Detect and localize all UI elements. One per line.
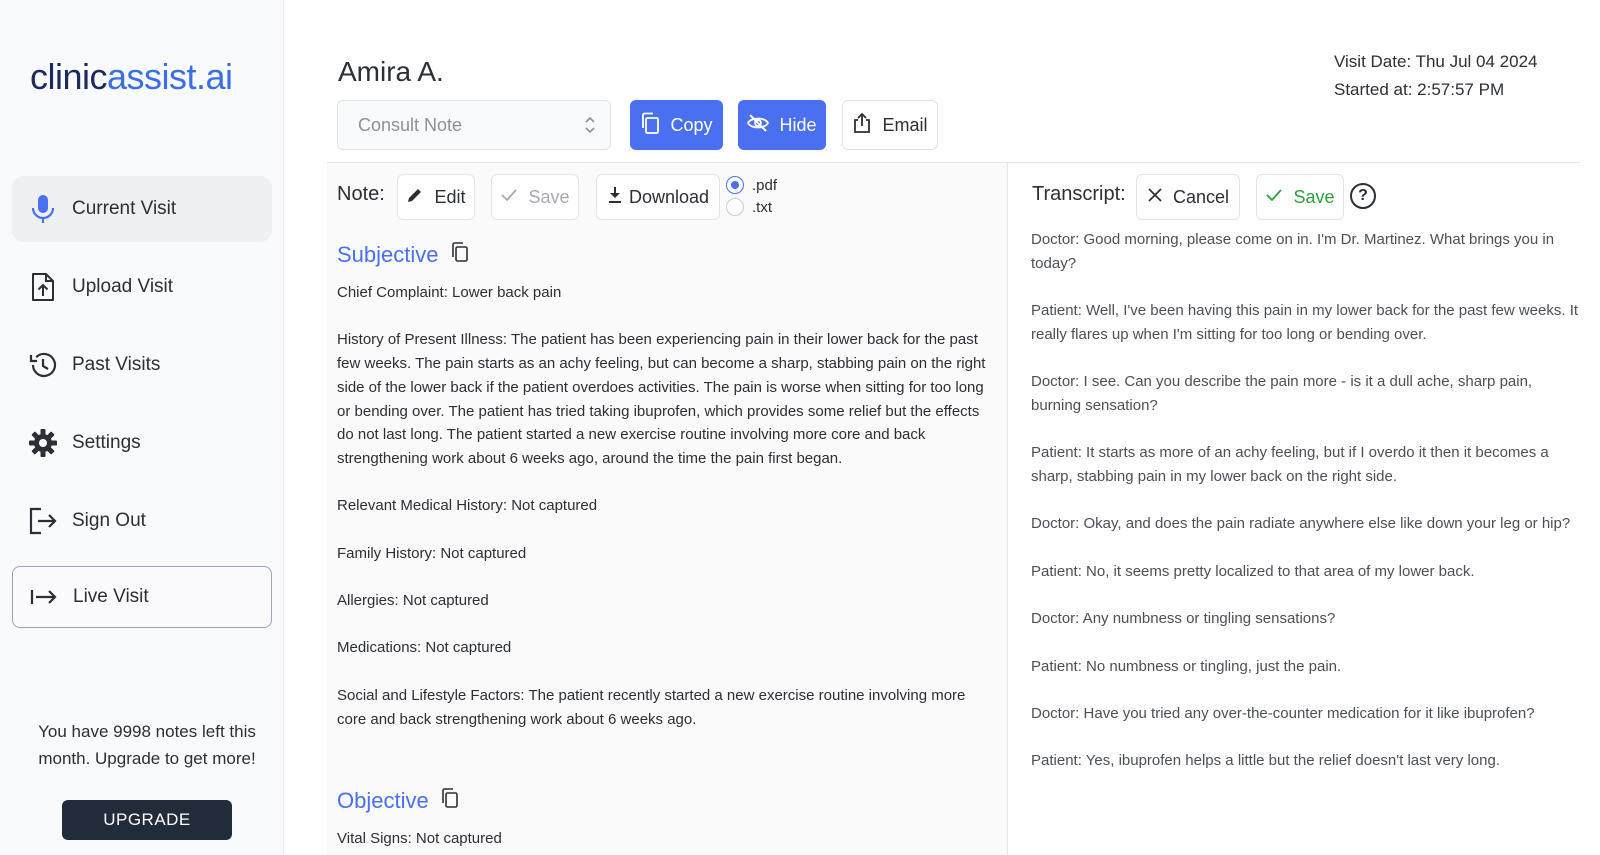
sidebar-item-live-visit[interactable] xyxy=(12,566,272,628)
format-option-txt[interactable] xyxy=(726,198,772,216)
copy-section-icon[interactable] xyxy=(441,788,459,814)
sidebar-item-label: Settings xyxy=(72,432,141,453)
visit-info xyxy=(1334,48,1538,104)
note-paragraph: Social and Lifestyle Factors: The patient recently started a new exercise routine involving more core and back strengthening work about 6 weeks ago. xyxy=(337,686,966,728)
transcript-line: Doctor: Any numbness or tingling sensations? xyxy=(1031,610,1336,628)
close-icon xyxy=(1147,187,1163,208)
sidebar-item-label: Upload Visit xyxy=(72,276,174,297)
transcript-label: Transcript: xyxy=(1032,183,1126,205)
hide-label: Hide xyxy=(779,114,817,135)
note-paragraph: Medications: Not captured xyxy=(337,639,512,657)
note-type-select[interactable] xyxy=(337,100,611,150)
transcript-line: Doctor: Have you tried any over-the-counter medication for it like ibuprofen? xyxy=(1031,704,1535,722)
sidebar-item-label: Live Visit xyxy=(73,586,149,607)
subjective-content xyxy=(337,281,987,755)
edit-note-button[interactable] xyxy=(397,174,475,220)
section-title-subjective xyxy=(337,242,469,268)
gear-icon xyxy=(28,428,58,458)
copy-icon xyxy=(640,112,660,139)
check-icon xyxy=(1265,187,1283,208)
sidebar xyxy=(0,0,284,855)
save-label: Save xyxy=(528,186,570,207)
cancel-label: Cancel xyxy=(1172,186,1230,207)
note-label: Note: xyxy=(337,183,385,205)
sidebar-item-label: Past Visits xyxy=(72,354,161,375)
eye-off-icon xyxy=(747,113,769,138)
email-button[interactable] xyxy=(842,100,938,150)
copy-label: Copy xyxy=(670,114,713,135)
email-label: Email xyxy=(882,114,928,135)
section-title-objective xyxy=(337,788,459,814)
note-paragraph: Vital Signs: Not captured xyxy=(337,830,502,847)
radio-pdf[interactable] xyxy=(726,176,744,194)
visit-start-time: Started at: 2:57:57 PM xyxy=(1334,80,1505,99)
help-icon[interactable]: ? xyxy=(1350,183,1376,209)
sidebar-item-label: Current Visit xyxy=(72,198,177,219)
note-paragraph: Relevant Medical History: Not captured xyxy=(337,497,598,515)
download-label: Download xyxy=(628,186,710,207)
save-transcript-button[interactable] xyxy=(1256,174,1344,220)
download-icon xyxy=(607,186,623,209)
history-icon xyxy=(28,350,58,380)
hide-button[interactable] xyxy=(738,100,826,150)
copy-button[interactable] xyxy=(630,100,723,150)
note-paragraph: History of Present Illness: The patient has been experiencing pain in their lower back for the past few weeks. The pain starts as an achy feeling, but can become a sharp, stabbing pain on the right side of the lower back if the patient overdoes activities. The pain is worse when sitting for too long or bending over. The patient has tried taking ibuprofen, which provides some relief but the effects do not last long. The patient started a new exercise routine involving more core and back strengthening work about 6 weeks ago, around the time the pain first began. xyxy=(337,331,986,467)
arrow-right-bar-icon xyxy=(29,582,59,612)
radio-txt[interactable] xyxy=(726,198,744,216)
transcript-line: Doctor: Okay, and does the pain radiate anywhere else like down your leg or hip? xyxy=(1031,515,1571,533)
brand-logo-part2: assist.ai xyxy=(107,56,233,97)
edit-label: Edit xyxy=(434,186,466,207)
transcript-line: Patient: No, it seems pretty localized to that area of my lower back. xyxy=(1031,562,1475,580)
upgrade-button[interactable]: UPGRADE xyxy=(62,800,232,840)
section-title-text: Subjective xyxy=(337,242,439,267)
objective-content xyxy=(337,827,987,855)
section-title-text: Objective xyxy=(337,788,429,813)
note-paragraph: Allergies: Not captured xyxy=(337,592,489,610)
sidebar-item-upload-visit[interactable] xyxy=(12,254,272,320)
select-chevron-icon xyxy=(584,113,596,142)
copy-section-icon[interactable] xyxy=(451,242,469,268)
note-paragraph: Chief Complaint: Lower back pain xyxy=(337,284,562,301)
visit-date: Visit Date: Thu Jul 04 2024 xyxy=(1334,52,1538,71)
check-icon xyxy=(500,187,518,208)
pencil-icon xyxy=(406,186,424,209)
note-paragraph: Family History: Not captured xyxy=(337,544,527,562)
transcript-line: Patient: Well, I've been having this pain in my lower back for the past few weeks. It really flares up when I'm sitting for too long or bending over. xyxy=(1031,302,1579,343)
format-label-txt: .txt xyxy=(752,198,773,216)
sidebar-item-label: Sign Out xyxy=(72,510,146,531)
format-option-pdf[interactable] xyxy=(726,176,777,194)
transcript-line: Doctor: I see. Can you describe the pain more - is it a dull ache, sharp pain, burning sensation? xyxy=(1031,373,1533,414)
sidebar-item-past-visits[interactable] xyxy=(12,332,272,398)
sidebar-item-current-visit[interactable] xyxy=(12,176,272,242)
sidebar-item-sign-out[interactable] xyxy=(12,488,272,554)
transcript-line: Patient: No numbness or tingling, just the pain. xyxy=(1031,657,1342,675)
brand-logo[interactable] xyxy=(30,56,233,98)
transcript-line: Patient: Yes, ibuprofen helps a little but the relief doesn't last very long. xyxy=(1031,752,1500,770)
transcript-line: Patient: It starts as more of an achy feeling, but if I overdo it then it becomes a sharp, stabbing pain in my lower back on the right side. xyxy=(1031,444,1549,485)
microphone-icon xyxy=(28,194,58,224)
notes-quota-text: You have 9998 notes left this month. Upgrade to get more! xyxy=(38,722,256,768)
note-type-value: Consult Note xyxy=(358,114,463,135)
download-button[interactable] xyxy=(596,174,720,220)
brand-logo-part1: clinic xyxy=(30,56,108,97)
format-label-pdf: .pdf xyxy=(752,176,778,194)
transcript-line: Doctor: Good morning, please come on in. I'm Dr. Martinez. What brings you in today? xyxy=(1031,231,1555,272)
share-icon xyxy=(852,112,872,139)
sidebar-item-settings[interactable] xyxy=(12,410,272,476)
upload-file-icon xyxy=(28,272,58,302)
save-note-button[interactable] xyxy=(491,174,579,220)
cancel-transcript-button[interactable] xyxy=(1136,174,1240,220)
sign-out-icon xyxy=(28,506,58,536)
patient-name: Amira A. xyxy=(338,56,444,87)
panel-divider xyxy=(1007,163,1008,855)
save-transcript-label: Save xyxy=(1293,186,1335,207)
transcript-content xyxy=(1031,228,1581,797)
